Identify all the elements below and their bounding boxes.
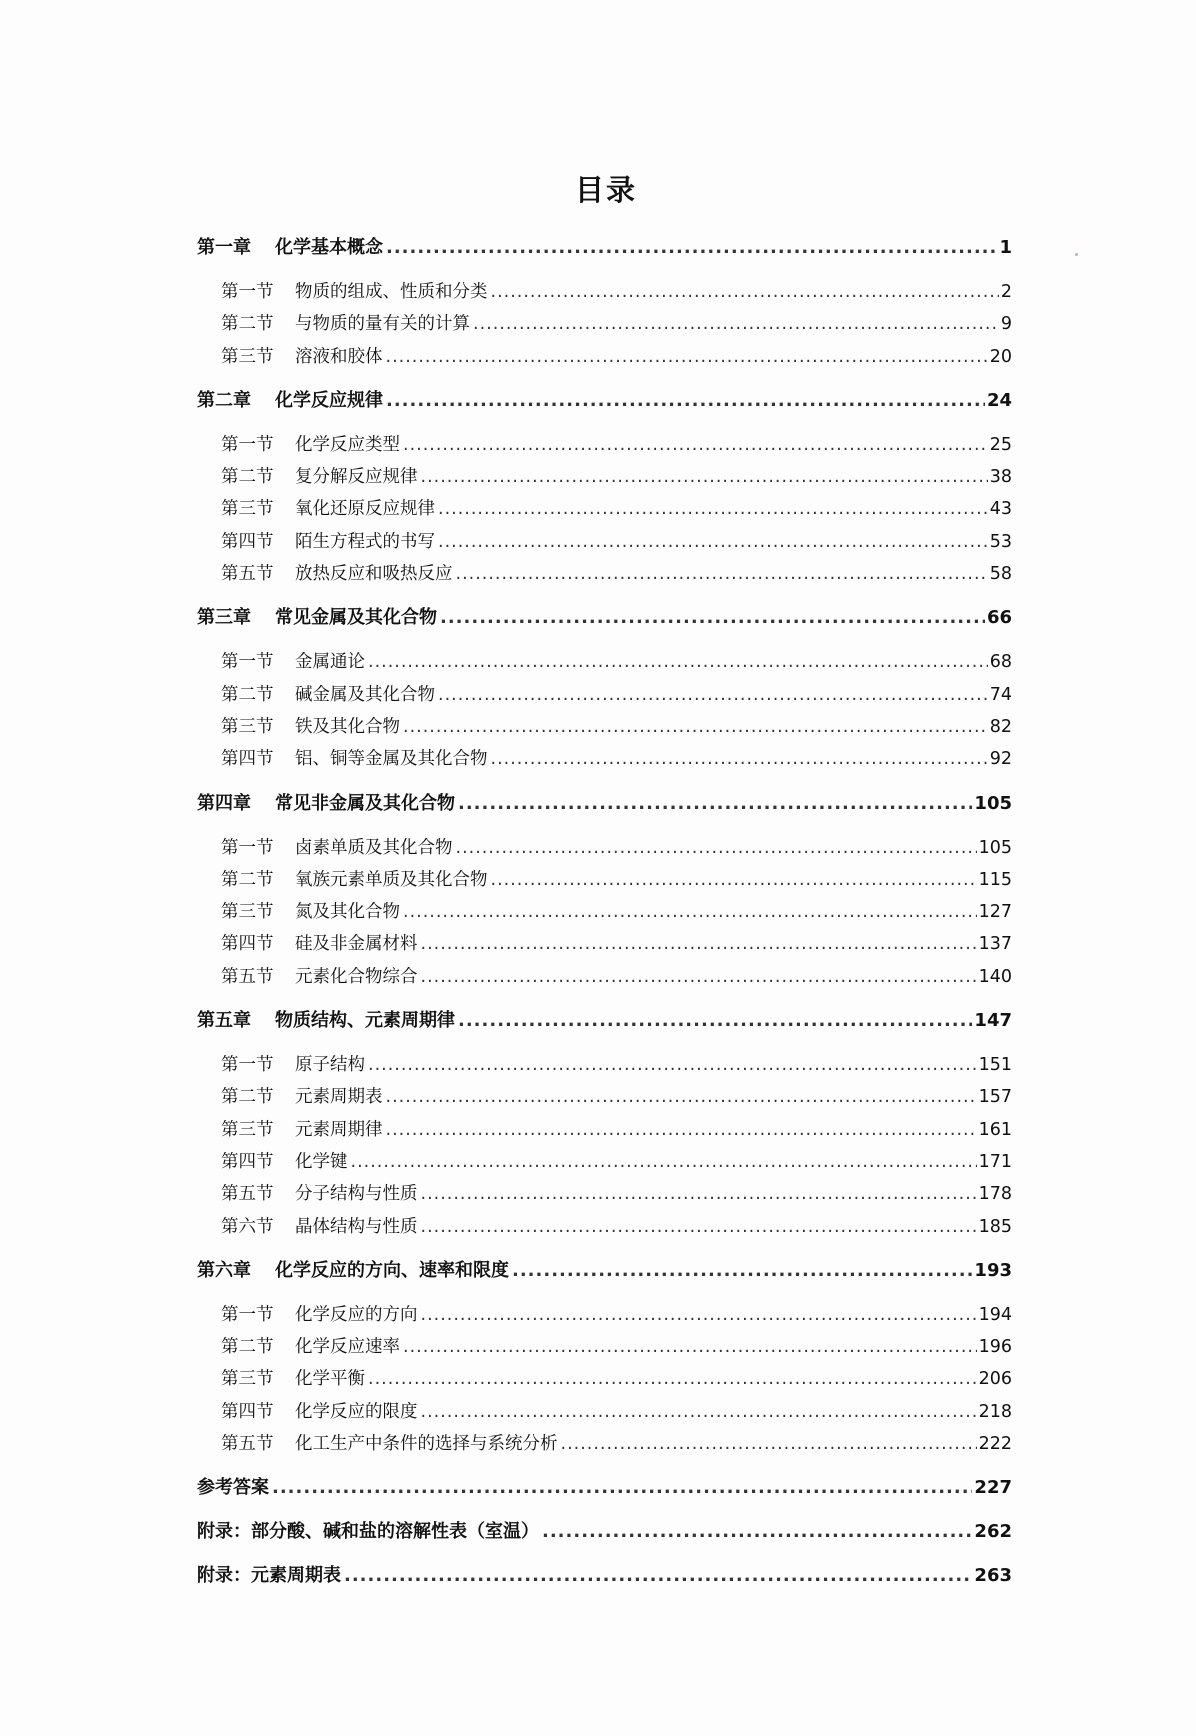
dot-leader bbox=[438, 493, 988, 525]
section-page-number: 222 bbox=[978, 1434, 1012, 1455]
dot-leader bbox=[458, 788, 972, 820]
chapter-page-number: 193 bbox=[974, 1259, 1012, 1281]
table-of-contents bbox=[197, 232, 1012, 1592]
toc-backmatter-entry[interactable] bbox=[197, 1516, 1012, 1548]
toc-chapter-entry[interactable] bbox=[197, 1005, 1012, 1037]
section-label bbox=[221, 646, 365, 678]
chapter-number: 第二章 bbox=[197, 389, 251, 411]
toc-section-entry[interactable] bbox=[197, 308, 1012, 340]
toc-section-entry[interactable] bbox=[197, 1081, 1012, 1113]
toc-section-entry[interactable] bbox=[197, 429, 1012, 461]
toc-chapter-entry[interactable] bbox=[197, 1255, 1012, 1287]
section-title: 硅及非金属材料 bbox=[295, 934, 418, 955]
dot-leader bbox=[438, 526, 988, 558]
chapter-title: 化学基本概念 bbox=[275, 237, 383, 258]
toc-section-entry[interactable] bbox=[197, 832, 1012, 864]
chapter-title: 常见非金属及其化合物 bbox=[275, 792, 455, 814]
dot-leader bbox=[473, 308, 999, 340]
dot-leader bbox=[344, 1560, 972, 1592]
dot-leader bbox=[438, 679, 988, 711]
section-number: 第三节 bbox=[221, 346, 274, 367]
section-title: 元素化合物综合 bbox=[295, 966, 418, 987]
toc-section-entry[interactable] bbox=[197, 928, 1012, 960]
section-number: 第二节 bbox=[221, 1337, 274, 1358]
chapter-label bbox=[197, 788, 455, 820]
section-number: 第五节 bbox=[221, 1184, 274, 1205]
section-title: 氧族元素单质及其化合物 bbox=[295, 869, 488, 890]
section-number: 第二节 bbox=[221, 684, 274, 705]
section-number: 第一节 bbox=[221, 434, 274, 455]
section-label bbox=[221, 1146, 348, 1178]
dot-leader bbox=[491, 276, 999, 308]
section-label bbox=[221, 1363, 365, 1395]
dot-leader bbox=[386, 341, 988, 373]
dot-leader bbox=[458, 1005, 972, 1037]
chapter-label bbox=[197, 602, 437, 634]
dot-leader bbox=[421, 461, 988, 493]
section-number: 第四节 bbox=[221, 1151, 274, 1172]
section-label bbox=[221, 429, 400, 461]
section-page-number: 196 bbox=[978, 1337, 1012, 1358]
section-number: 第五节 bbox=[221, 966, 274, 987]
section-label bbox=[221, 341, 383, 373]
toc-section-entry[interactable] bbox=[197, 711, 1012, 743]
toc-section-entry[interactable] bbox=[197, 461, 1012, 493]
section-label bbox=[221, 832, 453, 864]
section-label bbox=[221, 1049, 365, 1081]
toc-section-entry[interactable] bbox=[197, 896, 1012, 928]
section-page-number: 161 bbox=[978, 1119, 1012, 1140]
section-number: 第一节 bbox=[221, 282, 274, 302]
section-title: 氮及其化合物 bbox=[295, 902, 400, 923]
section-label bbox=[221, 1114, 383, 1146]
backmatter-page-number: 227 bbox=[974, 1477, 1012, 1499]
section-page-number: 218 bbox=[978, 1401, 1012, 1422]
section-number: 第二节 bbox=[221, 467, 274, 488]
section-page-number: 185 bbox=[978, 1216, 1012, 1237]
toc-section-entry[interactable] bbox=[197, 1363, 1012, 1395]
section-title: 卤素单质及其化合物 bbox=[295, 837, 453, 858]
section-number: 第四节 bbox=[221, 749, 274, 770]
dot-leader bbox=[272, 1472, 972, 1504]
section-label bbox=[221, 558, 453, 590]
dot-leader bbox=[421, 1178, 977, 1210]
section-list bbox=[197, 264, 1012, 373]
dot-leader bbox=[421, 1299, 977, 1331]
dot-leader bbox=[421, 961, 977, 993]
chapter-page-number: 147 bbox=[974, 1010, 1012, 1032]
section-page-number: 194 bbox=[978, 1304, 1012, 1325]
section-page-number: 157 bbox=[978, 1087, 1012, 1108]
section-page-number: 127 bbox=[978, 902, 1012, 923]
section-page-number: 82 bbox=[989, 716, 1012, 737]
section-list bbox=[197, 1037, 1012, 1243]
toc-section-entry[interactable] bbox=[197, 276, 1012, 308]
section-title: 化学反应的限度 bbox=[295, 1401, 418, 1422]
section-label bbox=[221, 864, 488, 896]
toc-chapter-entry[interactable] bbox=[197, 232, 1012, 264]
section-page-number: 178 bbox=[978, 1184, 1012, 1205]
backmatter-page-number: 263 bbox=[974, 1565, 1012, 1587]
section-number: 第一节 bbox=[221, 1304, 274, 1325]
toc-section-entry[interactable] bbox=[197, 1146, 1012, 1178]
section-label bbox=[221, 1428, 558, 1460]
chapter-number: 第五章 bbox=[197, 1010, 251, 1032]
scan-speck bbox=[1075, 253, 1078, 256]
dot-leader bbox=[386, 232, 997, 264]
section-title: 碱金属及其化合物 bbox=[295, 684, 435, 705]
section-page-number: 105 bbox=[978, 837, 1012, 858]
section-title: 溶液和胶体 bbox=[295, 346, 383, 367]
section-label bbox=[221, 679, 435, 711]
toc-section-entry[interactable] bbox=[197, 1331, 1012, 1363]
section-page-number: 137 bbox=[978, 934, 1012, 955]
toc-section-entry[interactable] bbox=[197, 1396, 1012, 1428]
chapter-label bbox=[197, 385, 383, 417]
dot-leader bbox=[491, 743, 988, 775]
section-title: 陌生方程式的书写 bbox=[295, 531, 435, 552]
section-title: 化学反应速率 bbox=[295, 1337, 400, 1358]
dot-leader bbox=[561, 1428, 977, 1460]
section-list bbox=[197, 417, 1012, 590]
section-page-number: 9 bbox=[1000, 314, 1012, 335]
dot-leader bbox=[421, 928, 977, 960]
section-number: 第三节 bbox=[221, 1119, 274, 1140]
toc-section-entry[interactable] bbox=[197, 1178, 1012, 1210]
section-page-number: 151 bbox=[978, 1055, 1012, 1076]
section-label bbox=[221, 1211, 418, 1243]
section-title: 金属通论 bbox=[295, 652, 365, 673]
section-number: 第四节 bbox=[221, 531, 274, 552]
dot-leader bbox=[491, 864, 977, 896]
toc-section-entry[interactable] bbox=[197, 743, 1012, 775]
section-label bbox=[221, 461, 418, 493]
chapter-page-number: 66 bbox=[986, 607, 1012, 629]
dot-leader bbox=[351, 1146, 977, 1178]
toc-section-entry[interactable] bbox=[197, 558, 1012, 590]
section-list bbox=[197, 1287, 1012, 1460]
section-title: 元素周期表 bbox=[295, 1087, 383, 1108]
section-title: 与物质的量有关的计算 bbox=[295, 314, 470, 335]
chapter-label bbox=[197, 1255, 509, 1287]
section-title: 氧化还原反应规律 bbox=[295, 499, 435, 520]
section-number: 第五节 bbox=[221, 1434, 274, 1455]
section-list bbox=[197, 820, 1012, 993]
backmatter-title: 参考答案 bbox=[197, 1477, 269, 1499]
dot-leader bbox=[368, 1049, 977, 1081]
backmatter-title: 附录：部分酸、碱和盐的溶解性表（室温） bbox=[197, 1521, 539, 1543]
dot-leader bbox=[421, 1211, 977, 1243]
section-label bbox=[221, 711, 400, 743]
toc-backmatter-entry[interactable] bbox=[197, 1560, 1012, 1592]
chapter-title: 常见金属及其化合物 bbox=[275, 607, 437, 629]
section-number: 第三节 bbox=[221, 716, 274, 737]
section-page-number: 43 bbox=[989, 499, 1012, 520]
chapter-title: 化学反应的方向、速率和限度 bbox=[275, 1259, 509, 1281]
section-title: 复分解反应规律 bbox=[295, 467, 418, 488]
section-title: 化学键 bbox=[295, 1151, 348, 1172]
section-page-number: 74 bbox=[989, 684, 1012, 705]
section-number: 第一节 bbox=[221, 652, 274, 673]
dot-leader bbox=[403, 1331, 977, 1363]
section-title: 化学反应的方向 bbox=[295, 1304, 418, 1325]
section-number: 第一节 bbox=[221, 1055, 274, 1076]
dot-leader bbox=[386, 1081, 977, 1113]
toc-chapter-entry[interactable] bbox=[197, 788, 1012, 820]
section-title: 原子结构 bbox=[295, 1055, 365, 1076]
section-label bbox=[221, 961, 418, 993]
section-page-number: 68 bbox=[989, 652, 1012, 673]
chapter-title: 物质结构、元素周期律 bbox=[275, 1010, 455, 1032]
section-label bbox=[221, 896, 400, 928]
backmatter-page-number: 262 bbox=[974, 1521, 1012, 1543]
section-page-number: 115 bbox=[978, 869, 1012, 890]
section-title: 铝、铜等金属及其化合物 bbox=[295, 749, 488, 770]
section-number: 第一节 bbox=[221, 837, 274, 858]
dot-leader bbox=[386, 385, 985, 417]
section-page-number: 140 bbox=[978, 966, 1012, 987]
toc-section-entry[interactable] bbox=[197, 1114, 1012, 1146]
section-label bbox=[221, 1178, 418, 1210]
section-title: 铁及其化合物 bbox=[295, 716, 400, 737]
section-number: 第四节 bbox=[221, 1401, 274, 1422]
section-page-number: 38 bbox=[989, 467, 1012, 488]
section-label bbox=[221, 1081, 383, 1113]
section-number: 第三节 bbox=[221, 499, 274, 520]
section-page-number: 171 bbox=[978, 1151, 1012, 1172]
section-title: 化学反应类型 bbox=[295, 434, 400, 455]
dot-leader bbox=[440, 602, 985, 634]
section-number: 第三节 bbox=[221, 902, 274, 923]
chapter-number: 第三章 bbox=[197, 607, 251, 629]
section-page-number: 20 bbox=[989, 346, 1012, 367]
section-page-number: 2 bbox=[1000, 282, 1012, 302]
toc-section-entry[interactable] bbox=[197, 1211, 1012, 1243]
section-list bbox=[197, 634, 1012, 775]
section-title: 物质的组成、性质和分类 bbox=[295, 282, 488, 302]
chapter-page-number: 24 bbox=[986, 389, 1012, 411]
section-number: 第五节 bbox=[221, 564, 274, 585]
section-number: 第六节 bbox=[221, 1216, 274, 1237]
section-page-number: 92 bbox=[989, 749, 1012, 770]
section-number: 第三节 bbox=[221, 1369, 274, 1390]
toc-section-entry[interactable] bbox=[197, 1299, 1012, 1331]
section-number: 第二节 bbox=[221, 314, 274, 335]
toc-section-entry[interactable] bbox=[197, 679, 1012, 711]
chapter-label bbox=[197, 1005, 455, 1037]
toc-section-entry[interactable] bbox=[197, 1428, 1012, 1460]
chapter-number: 第六章 bbox=[197, 1259, 251, 1281]
section-label bbox=[221, 743, 488, 775]
chapter-page-number: 105 bbox=[974, 792, 1012, 814]
section-label bbox=[221, 1396, 418, 1428]
toc-section-entry[interactable] bbox=[197, 493, 1012, 525]
toc-section-entry[interactable] bbox=[197, 526, 1012, 558]
toc-section-entry[interactable] bbox=[197, 646, 1012, 678]
dot-leader bbox=[403, 896, 977, 928]
section-label bbox=[221, 928, 418, 960]
toc-backmatter-entry[interactable] bbox=[197, 1472, 1012, 1504]
section-number: 第四节 bbox=[221, 934, 274, 955]
dot-leader bbox=[368, 1363, 977, 1395]
section-page-number: 206 bbox=[978, 1369, 1012, 1390]
section-page-number: 25 bbox=[989, 434, 1012, 455]
toc-section-entry[interactable] bbox=[197, 961, 1012, 993]
toc-section-entry[interactable] bbox=[197, 1049, 1012, 1081]
chapter-number: 第一章 bbox=[197, 237, 251, 258]
chapter-title: 化学反应规律 bbox=[275, 389, 383, 411]
section-title: 分子结构与性质 bbox=[295, 1184, 418, 1205]
section-title: 元素周期律 bbox=[295, 1119, 383, 1140]
section-number: 第二节 bbox=[221, 869, 274, 890]
section-label bbox=[221, 493, 435, 525]
toc-section-entry[interactable] bbox=[197, 341, 1012, 373]
section-title: 晶体结构与性质 bbox=[295, 1216, 418, 1237]
chapter-number: 第四章 bbox=[197, 792, 251, 814]
section-label bbox=[221, 1299, 418, 1331]
dot-leader bbox=[403, 711, 988, 743]
dot-leader bbox=[456, 558, 988, 590]
dot-leader bbox=[403, 429, 988, 461]
dot-leader bbox=[512, 1255, 972, 1287]
section-page-number: 53 bbox=[989, 531, 1012, 552]
dot-leader bbox=[368, 646, 988, 678]
backmatter-title: 附录：元素周期表 bbox=[197, 1565, 341, 1587]
section-title: 化学平衡 bbox=[295, 1369, 365, 1390]
dot-leader bbox=[421, 1396, 977, 1428]
chapter-page-number: 1 bbox=[999, 237, 1012, 258]
toc-chapter-entry[interactable] bbox=[197, 602, 1012, 634]
page-title: 目录 bbox=[574, 173, 637, 207]
dot-leader bbox=[386, 1114, 977, 1146]
toc-section-entry[interactable] bbox=[197, 864, 1012, 896]
toc-chapter-entry[interactable] bbox=[197, 385, 1012, 417]
dot-leader bbox=[542, 1516, 972, 1548]
section-label bbox=[221, 276, 488, 308]
section-page-number: 58 bbox=[989, 564, 1012, 585]
section-label bbox=[221, 1331, 400, 1363]
section-title: 化工生产中条件的选择与系统分析 bbox=[295, 1434, 558, 1455]
section-number: 第二节 bbox=[221, 1087, 274, 1108]
section-label bbox=[221, 308, 470, 340]
chapter-label bbox=[197, 232, 383, 264]
section-title: 放热反应和吸热反应 bbox=[295, 564, 453, 585]
section-label bbox=[221, 526, 435, 558]
dot-leader bbox=[456, 832, 977, 864]
